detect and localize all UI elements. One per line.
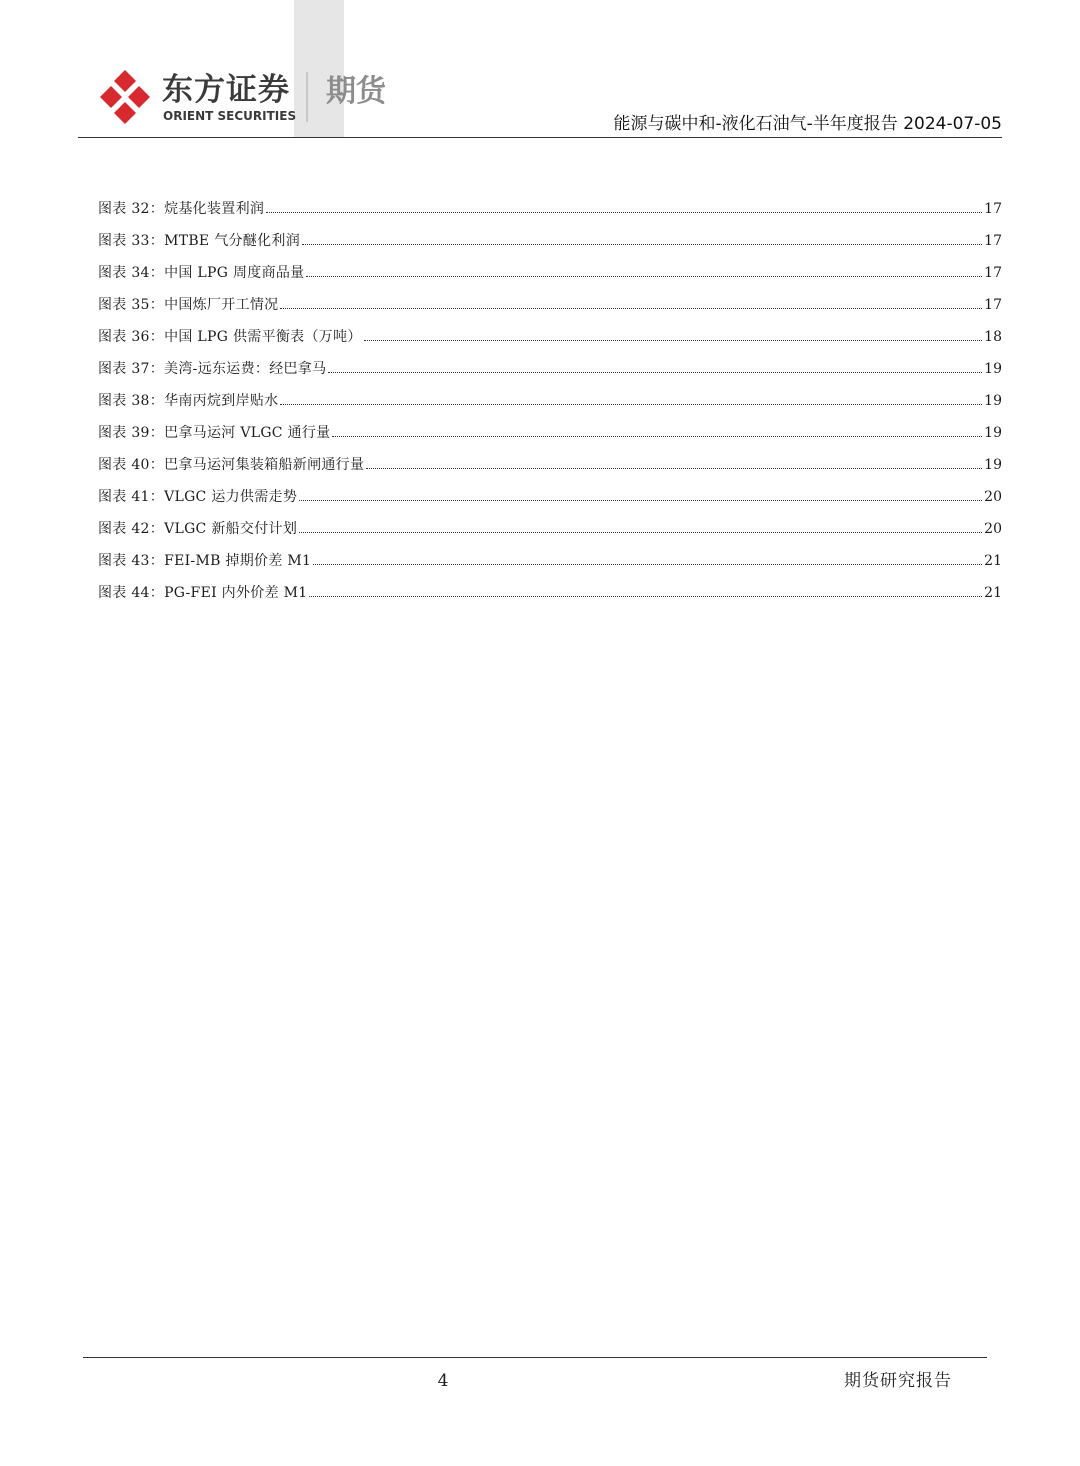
toc-entry-label: 图表 44：PG-FEI 内外价差 M1 bbox=[98, 585, 308, 601]
toc-dot-leader bbox=[299, 499, 982, 501]
toc-entry-label: 图表 39：巴拿马运河 VLGC 通行量 bbox=[98, 425, 331, 441]
brand-divider bbox=[306, 72, 308, 122]
toc-entry-43[interactable] bbox=[98, 549, 1002, 581]
toc-entry-page: 17 bbox=[984, 297, 1002, 313]
toc-entry-42[interactable] bbox=[98, 517, 1002, 549]
toc-entry-page: 19 bbox=[984, 361, 1002, 377]
toc-entry-label: 图表 38：华南丙烷到岸贴水 bbox=[98, 393, 279, 409]
toc-dot-leader bbox=[328, 371, 982, 373]
page-number: 4 bbox=[437, 1371, 449, 1391]
toc-entry-41[interactable] bbox=[98, 485, 1002, 517]
toc-entry-37[interactable] bbox=[98, 357, 1002, 389]
toc-entry-label: 图表 33：MTBE 气分醚化利润 bbox=[98, 233, 300, 249]
orient-securities-logo-icon bbox=[98, 68, 152, 126]
toc-dot-leader bbox=[366, 467, 982, 469]
toc-entry-34[interactable] bbox=[98, 261, 1002, 293]
toc-dot-leader bbox=[309, 595, 982, 597]
toc-entry-35[interactable] bbox=[98, 293, 1002, 325]
toc-entry-label: 图表 37：美湾-远东运费：经巴拿马 bbox=[98, 361, 327, 377]
toc-entry-40[interactable] bbox=[98, 453, 1002, 485]
toc-entry-page: 18 bbox=[984, 329, 1002, 345]
toc-entry-page: 20 bbox=[984, 489, 1002, 505]
toc-entry-36[interactable] bbox=[98, 325, 1002, 357]
toc-entry-page: 17 bbox=[984, 233, 1002, 249]
toc-entry-page: 20 bbox=[984, 521, 1002, 537]
brand-name-cn: 东方证券 bbox=[162, 72, 290, 108]
toc-entry-label: 图表 35：中国炼厂开工情况 bbox=[98, 297, 279, 313]
toc-dot-leader bbox=[364, 339, 983, 341]
footer-rule bbox=[83, 1357, 987, 1358]
toc-entry-page: 21 bbox=[984, 553, 1002, 569]
toc-entry-39[interactable] bbox=[98, 421, 1002, 453]
toc-entry-44[interactable] bbox=[98, 581, 1002, 613]
toc-entry-label: 图表 36：中国 LPG 供需平衡表（万吨） bbox=[98, 329, 362, 345]
brand-subtitle: 期货 bbox=[326, 74, 386, 109]
footer-label: 期货研究报告 bbox=[844, 1371, 952, 1391]
toc-entry-33[interactable] bbox=[98, 229, 1002, 261]
toc-entry-label: 图表 32：烷基化装置利润 bbox=[98, 201, 265, 217]
toc-entry-label: 图表 42：VLGC 新船交付计划 bbox=[98, 521, 298, 537]
toc-entry-page: 19 bbox=[984, 393, 1002, 409]
toc-dot-leader bbox=[313, 563, 982, 565]
toc-entry-label: 图表 41：VLGC 运力供需走势 bbox=[98, 489, 298, 505]
header-grey-band bbox=[294, 0, 344, 138]
toc-dot-leader bbox=[266, 211, 982, 213]
toc-dot-leader bbox=[280, 307, 982, 309]
toc-entry-label: 图表 40：巴拿马运河集装箱船新闸通行量 bbox=[98, 457, 365, 473]
toc-entry-page: 21 bbox=[984, 585, 1002, 601]
header-rule bbox=[78, 137, 1002, 138]
toc-entry-page: 17 bbox=[984, 265, 1002, 281]
toc-entry-32[interactable] bbox=[98, 197, 1002, 229]
toc-entry-page: 17 bbox=[984, 201, 1002, 217]
toc-dot-leader bbox=[306, 275, 982, 277]
table-of-figures bbox=[98, 197, 1002, 613]
toc-dot-leader bbox=[280, 403, 982, 405]
toc-entry-label: 图表 43：FEI-MB 掉期价差 M1 bbox=[98, 553, 312, 569]
toc-entry-label: 图表 34：中国 LPG 周度商品量 bbox=[98, 265, 305, 281]
brand-name-en: ORIENT SECURITIES bbox=[163, 109, 297, 123]
toc-dot-leader bbox=[299, 531, 982, 533]
toc-dot-leader bbox=[302, 243, 982, 245]
toc-dot-leader bbox=[332, 435, 982, 437]
report-title: 能源与碳中和-液化石油气-半年度报告 2024-07-05 bbox=[613, 114, 1002, 134]
toc-entry-page: 19 bbox=[984, 457, 1002, 473]
toc-entry-38[interactable] bbox=[98, 389, 1002, 421]
toc-entry-page: 19 bbox=[984, 425, 1002, 441]
